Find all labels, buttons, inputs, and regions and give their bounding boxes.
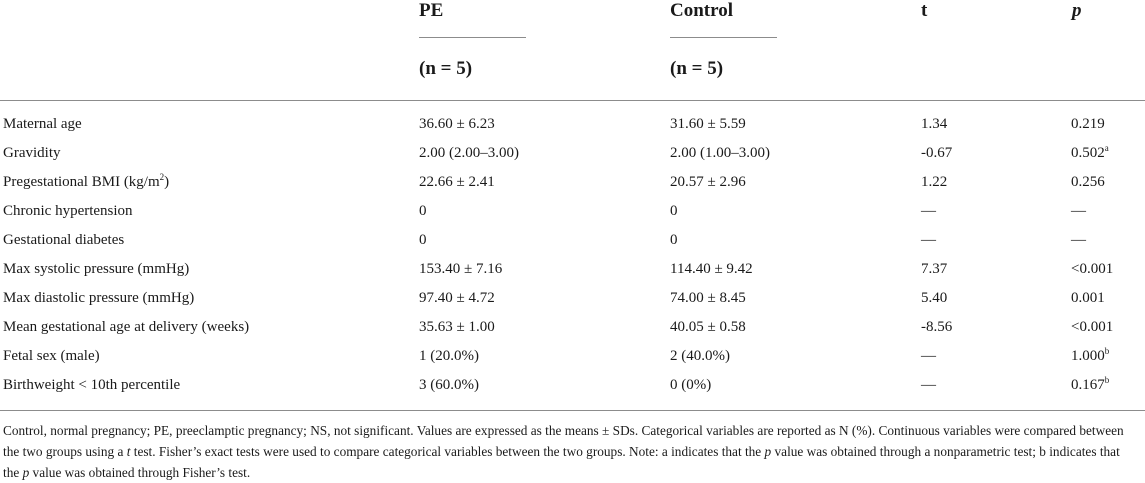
- row-label: Fetal sex (male): [3, 348, 100, 364]
- cell-control: 2 (40.0%): [670, 348, 730, 364]
- table-row: [0, 346, 1145, 375]
- cell-pe: 153.40 ± 7.16: [419, 261, 503, 277]
- header-pe: PE: [419, 0, 444, 21]
- header-pe-rule: [419, 37, 526, 38]
- cell-t: 1.22: [921, 174, 948, 190]
- row-label: Chronic hypertension: [3, 203, 133, 219]
- cell-t: —: [921, 232, 936, 248]
- row-label: Gravidity: [3, 145, 61, 161]
- cell-t: —: [921, 203, 936, 219]
- header-pe-n: (n = 5): [419, 58, 473, 79]
- cell-control: 2.00 (1.00–3.00): [670, 145, 770, 161]
- footnote-marker: a: [1104, 143, 1109, 153]
- cell-t: —: [921, 348, 936, 364]
- cell-p: 0.256: [1071, 174, 1105, 190]
- cell-pe: 0: [419, 232, 427, 248]
- table-row: [0, 114, 1145, 143]
- cell-t: -0.67: [921, 145, 953, 161]
- row-label: Maternal age: [3, 116, 82, 132]
- header-t: t: [921, 0, 928, 21]
- cell-control: 74.00 ± 8.45: [670, 290, 746, 306]
- table-row: [0, 201, 1145, 230]
- footnote-marker: b: [1104, 375, 1110, 385]
- cell-control: 0: [670, 232, 678, 248]
- table-row: [0, 259, 1145, 288]
- cell-control: 0 (0%): [670, 377, 712, 393]
- row-label: Max diastolic pressure (mmHg): [3, 290, 195, 306]
- header-control-n: (n = 5): [670, 58, 724, 79]
- row-label: Pregestational BMI $(kg/m^2)$: [3, 172, 170, 190]
- header-control-rule: [670, 37, 777, 38]
- header-control: Control: [670, 0, 733, 21]
- header-p: p: [1072, 0, 1082, 21]
- cell-control: 0: [670, 203, 678, 219]
- cell-t: —: [921, 377, 936, 393]
- footnote-marker: b: [1104, 346, 1110, 356]
- table-row: [0, 143, 1145, 172]
- row-label: Mean gestational age at delivery (weeks): [3, 319, 250, 335]
- cell-p: 1.000$^b$: [1071, 346, 1110, 364]
- cell-pe: 35.63 ± 1.00: [419, 319, 495, 335]
- row-label: Gestational diabetes: [3, 232, 125, 248]
- cell-pe: 36.60 ± 6.23: [419, 116, 495, 132]
- row-label: Birthweight < 10th percentile: [3, 377, 181, 393]
- cell-control: 114.40 ± 9.42: [670, 261, 753, 277]
- cell-control: 31.60 ± 5.59: [670, 116, 746, 132]
- cell-t: 1.34: [921, 116, 948, 132]
- cell-t: -8.56: [921, 319, 953, 335]
- cell-pe: 3 (60.0%): [419, 377, 479, 393]
- cell-p: <0.001: [1071, 319, 1114, 335]
- cell-t: 5.40: [921, 290, 948, 306]
- header-bottom-rule: [0, 100, 1145, 101]
- cell-p: —: [1071, 232, 1086, 248]
- cell-p: 0.502$^a$: [1071, 143, 1109, 161]
- table-row: [0, 375, 1145, 404]
- cell-pe: 22.66 ± 2.41: [419, 174, 495, 190]
- cell-control: 40.05 ± 0.58: [670, 319, 746, 335]
- cell-pe: 97.40 ± 4.72: [419, 290, 495, 306]
- cell-pe: 1 (20.0%): [419, 348, 479, 364]
- cell-pe: 0: [419, 203, 427, 219]
- table-row: [0, 288, 1145, 317]
- cell-p: 0.167$^b$: [1071, 375, 1110, 393]
- table-row: [0, 317, 1145, 346]
- cell-t: 7.37: [921, 261, 948, 277]
- cell-pe: 2.00 (2.00–3.00): [419, 145, 519, 161]
- table-row: [0, 172, 1145, 201]
- cell-p: 0.219: [1071, 116, 1105, 132]
- table-row: [0, 230, 1145, 259]
- cell-p: 0.001: [1071, 290, 1105, 306]
- cell-p: —: [1071, 203, 1086, 219]
- cell-p: <0.001: [1071, 261, 1114, 277]
- table-footnote: Control, normal pregnancy; PE, preeclamptic pregnancy; NS, not significant. Values are expressed as the means ± SDs. Categorical variables are reported as N (%). Continuous variables were compared between the two groups using a t test. Fisher’s exact tests were used to compare categorical variables between the two groups. Note: a indicates that the p value was obtained through a nonparametric test; b indicates that the p value was obtained through Fisher’s test.: [3, 423, 1124, 480]
- table-bottom-rule: [0, 410, 1145, 411]
- cell-control: 20.57 ± 2.96: [670, 174, 746, 190]
- row-label: Max systolic pressure (mmHg): [3, 261, 190, 277]
